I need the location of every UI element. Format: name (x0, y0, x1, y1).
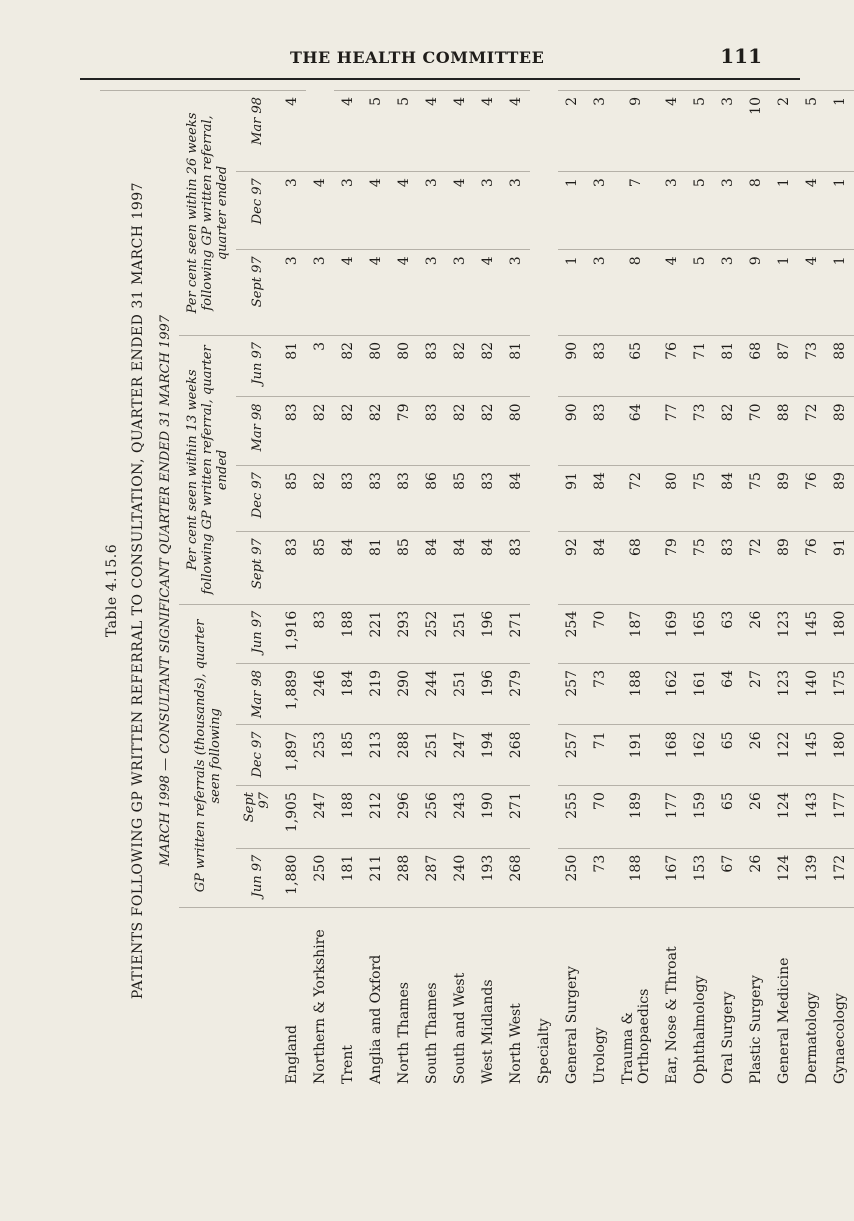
table-cell: 26 (742, 604, 770, 663)
table-row (586, 91, 614, 1091)
table-cell: 187 (614, 604, 658, 663)
table-row (474, 91, 502, 1091)
table-cell: 293 (390, 604, 418, 663)
column-header: Sept 97 (236, 532, 278, 605)
table-cell: 90 (558, 335, 586, 396)
table-cell: 89 (826, 397, 854, 466)
row-label: General Surgery (558, 908, 586, 1091)
table-cell: 82 (714, 397, 742, 466)
table-cell: 73 (586, 664, 614, 725)
table-cell: 3 (586, 250, 614, 336)
table-cell: 247 (306, 786, 334, 849)
table-cell: 145 (798, 604, 826, 663)
table-cell: 296 (390, 786, 418, 849)
table-cell: 63 (714, 604, 742, 663)
table-cell: 288 (390, 725, 418, 786)
table-cell: 1 (558, 250, 586, 336)
row-label: South Thames (418, 908, 446, 1091)
table-cell: 84 (586, 532, 614, 605)
table-cell: 83 (278, 532, 306, 605)
table-cell: 221 (362, 604, 390, 663)
table-cell: 82 (446, 335, 474, 396)
table-cell: 64 (614, 397, 658, 466)
table-cell: 26 (742, 786, 770, 849)
table-cell: 82 (446, 397, 474, 466)
table-cell: 196 (474, 604, 502, 663)
column-header: Dec 97 (236, 725, 278, 786)
table-cell: 76 (798, 466, 826, 532)
column-header: Dec 97 (236, 466, 278, 532)
table-cell: 3 (502, 172, 530, 250)
table-cell: 79 (390, 397, 418, 466)
table-cell: 80 (502, 397, 530, 466)
column-header: Mar 98 (236, 91, 278, 172)
table-cell: 83 (714, 532, 742, 605)
table-cell: 4 (334, 250, 362, 336)
table-cell: 240 (446, 848, 474, 907)
table-row (770, 91, 798, 1091)
row-label: Northern & Yorkshire (306, 908, 334, 1091)
table-cell: 212 (362, 786, 390, 849)
table-cell: 83 (586, 397, 614, 466)
table-cell: 83 (306, 604, 334, 663)
table-cell: 122 (770, 725, 798, 786)
table-cell: 90 (558, 397, 586, 466)
row-label: General Medicine (770, 908, 798, 1091)
table-cell: 65 (714, 725, 742, 786)
table-cell: 75 (686, 466, 714, 532)
page-header (60, 20, 780, 68)
table-cell: 5 (686, 91, 714, 172)
row-label: England (278, 908, 306, 1091)
table-row (530, 91, 558, 1091)
table-cell: 124 (770, 848, 798, 907)
table-cell: 3 (474, 172, 502, 250)
table-cell: 3 (446, 250, 474, 336)
table-cell: 26 (742, 725, 770, 786)
table-row (278, 91, 306, 1091)
table-cell: 76 (658, 335, 686, 396)
table-label: Table 4.15.6 (100, 91, 126, 1091)
table-cell: 3 (714, 91, 742, 172)
table-cell: 82 (306, 397, 334, 466)
table-cell: 167 (658, 848, 686, 907)
column-header: Mar 98 (236, 397, 278, 466)
table-cell: 77 (658, 397, 686, 466)
table-cell: 287 (418, 848, 446, 907)
table-cell: 84 (446, 532, 474, 605)
table-cell: 3 (278, 250, 306, 336)
table-cell: 5 (362, 91, 390, 172)
table-cell: 72 (742, 532, 770, 605)
table-cell: 73 (798, 335, 826, 396)
running-title: THE HEALTH COMMITTEE (290, 48, 545, 67)
table-cell: 244 (418, 664, 446, 725)
table-cell: 139 (798, 848, 826, 907)
table-cell: 255 (558, 786, 586, 849)
table-row (614, 91, 658, 1091)
table-cell: 89 (770, 532, 798, 605)
table-cell: 4 (446, 91, 474, 172)
table-cell: 68 (614, 532, 658, 605)
row-label: Dermatology (798, 908, 826, 1091)
row-label: North Thames (390, 908, 418, 1091)
table-cell: 85 (446, 466, 474, 532)
table-subtitle: MARCH 1998 — CONSULTANT SIGNIFICANT QUARTER ENDED 31 MARCH 1997 (152, 91, 179, 1091)
table-cell: 76 (798, 532, 826, 605)
row-label: Trauma & Orthopaedics (614, 908, 658, 1091)
table-cell: 1,897 (278, 725, 306, 786)
table-cell: 181 (334, 848, 362, 907)
table-cell: 271 (502, 786, 530, 849)
table-cell: 162 (686, 725, 714, 786)
table-row (306, 91, 334, 1091)
table-cell: 2 (770, 91, 798, 172)
table-cell: 3 (418, 172, 446, 250)
table-cell: 85 (306, 532, 334, 605)
column-header: Dec 97 (236, 172, 278, 250)
row-label: North West (502, 908, 530, 1091)
table-cell: 251 (446, 604, 474, 663)
table-cell: 3 (586, 172, 614, 250)
table-cell: 268 (502, 725, 530, 786)
table-row (798, 91, 826, 1091)
table-cell: 83 (502, 532, 530, 605)
table-cell: 82 (362, 397, 390, 466)
column-header: Jun 97 (236, 335, 278, 396)
table-cell: 257 (558, 725, 586, 786)
table-cell: 161 (686, 664, 714, 725)
row-label: Specialty (530, 908, 558, 1091)
table-cell: 72 (614, 466, 658, 532)
table-cell: 194 (474, 725, 502, 786)
table-cell: 82 (474, 397, 502, 466)
data-table (100, 90, 854, 1090)
table-cell: 5 (686, 172, 714, 250)
table-cell: 86 (418, 466, 446, 532)
table-cell: 1,905 (278, 786, 306, 849)
rotated-table (100, 90, 848, 1090)
row-label: Anglia and Oxford (362, 908, 390, 1091)
column-header: Sept 97 (236, 250, 278, 336)
table-cell: 80 (362, 335, 390, 396)
table-cell: 1 (826, 172, 854, 250)
table-cell: 251 (418, 725, 446, 786)
table-cell: 4 (362, 250, 390, 336)
table-cell: 88 (826, 335, 854, 396)
row-label: Oral Surgery (714, 908, 742, 1091)
table-cell: 253 (306, 725, 334, 786)
table-cell: 3 (714, 250, 742, 336)
table-cell: 3 (334, 172, 362, 250)
table-header-row (236, 91, 278, 1091)
table-cell: 9 (614, 91, 658, 172)
table-cell: 247 (446, 725, 474, 786)
table-title: PATIENTS FOLLOWING GP WRITTEN REFERRAL TO CONSULTATION, QUARTER ENDED 31 MARCH 1997 (126, 91, 152, 1091)
table-cell: 2 (558, 91, 586, 172)
table-cell: 1,889 (278, 664, 306, 725)
table-cell: 3 (658, 172, 686, 250)
table-cell: 193 (474, 848, 502, 907)
table-cell: 3 (502, 250, 530, 336)
table-row (686, 91, 714, 1091)
row-label: Plastic Surgery (742, 908, 770, 1091)
table-cell: 82 (334, 335, 362, 396)
table-cell: 165 (686, 604, 714, 663)
table-cell: 1 (770, 250, 798, 336)
table-cell: 1 (826, 91, 854, 172)
table-cell: 123 (770, 664, 798, 725)
table-cell: 279 (502, 664, 530, 725)
table-cell: 84 (418, 532, 446, 605)
row-label: West Midlands (474, 908, 502, 1091)
table-cell: 4 (306, 172, 334, 250)
table-cell: 153 (686, 848, 714, 907)
table-cell: 4 (446, 172, 474, 250)
table-cell: 82 (306, 466, 334, 532)
table-cell: 250 (558, 848, 586, 907)
table-cell: 82 (474, 335, 502, 396)
table-cell: 175 (826, 664, 854, 725)
row-label: Ophthalmology (686, 908, 714, 1091)
row-label: Gynaecology (826, 908, 854, 1091)
table-cell: 7 (614, 172, 658, 250)
table-cell: 71 (686, 335, 714, 396)
table-cell: 4 (474, 250, 502, 336)
table-cell: 84 (334, 532, 362, 605)
table-row (418, 91, 446, 1091)
row-label: Trent (334, 908, 362, 1091)
table-cell: 159 (686, 786, 714, 849)
table-cell: 65 (614, 335, 658, 396)
table-cell: 73 (686, 397, 714, 466)
header-rule (80, 78, 800, 80)
column-header (236, 908, 278, 1091)
table-cell: 1 (558, 172, 586, 250)
table-cell: 4 (658, 91, 686, 172)
table-cell: 168 (658, 725, 686, 786)
table-cell: 188 (334, 786, 362, 849)
table-cell: 84 (714, 466, 742, 532)
table-cell: 4 (390, 250, 418, 336)
table-cell: 80 (658, 466, 686, 532)
table-row (334, 91, 362, 1091)
table-cell: 3 (586, 91, 614, 172)
table-cell: 1,916 (278, 604, 306, 663)
table-cell: 250 (306, 848, 334, 907)
table-cell: 4 (278, 91, 306, 172)
table-cell: 65 (714, 786, 742, 849)
table-cell: 196 (474, 664, 502, 725)
table-cell: 64 (714, 664, 742, 725)
table-cell: 1 (770, 172, 798, 250)
table-cell: 3 (418, 250, 446, 336)
table-cell: 81 (278, 335, 306, 396)
table-cell: 84 (502, 466, 530, 532)
table-cell: 188 (614, 664, 658, 725)
table-cell: 243 (446, 786, 474, 849)
table-cell: 257 (558, 664, 586, 725)
table-cell: 26 (742, 848, 770, 907)
note-gp: GP written referrals (thousands), quarter seen following (179, 604, 236, 907)
table-cell: 177 (658, 786, 686, 849)
table-cell: 172 (826, 848, 854, 907)
table-cell: 184 (334, 664, 362, 725)
table-cell: 4 (658, 250, 686, 336)
table-cell: 10 (742, 91, 770, 172)
table-cell: 85 (278, 466, 306, 532)
table-cell: 91 (558, 466, 586, 532)
table-cell: 4 (418, 91, 446, 172)
table-cell: 169 (658, 604, 686, 663)
table-cell: 5 (686, 250, 714, 336)
table-cell: 85 (390, 532, 418, 605)
table-cell: 143 (798, 786, 826, 849)
table-cell: 89 (826, 466, 854, 532)
note-13w: Per cent seen within 13 weeks following GP written referral, quarter ended (179, 335, 236, 604)
table-cell: 70 (586, 786, 614, 849)
table-cell: 4 (798, 172, 826, 250)
column-header: Jun 97 (236, 604, 278, 663)
table-cell: 83 (474, 466, 502, 532)
column-header: Jun 97 (236, 848, 278, 907)
table-cell: 89 (770, 466, 798, 532)
table-cell: 3 (306, 250, 334, 336)
table-cell: 188 (614, 848, 658, 907)
table-cell: 81 (714, 335, 742, 396)
table-cell: 75 (742, 466, 770, 532)
table-cell: 246 (306, 664, 334, 725)
table-cell: 219 (362, 664, 390, 725)
table-cell: 27 (742, 664, 770, 725)
row-label: Urology (586, 908, 614, 1091)
table-cell: 83 (334, 466, 362, 532)
table-cell: 256 (418, 786, 446, 849)
table-cell: 87 (770, 335, 798, 396)
table-cell: 211 (362, 848, 390, 907)
table-cell: 92 (558, 532, 586, 605)
table-row (742, 91, 770, 1091)
table-cell: 4 (502, 91, 530, 172)
table-row (714, 91, 742, 1091)
table-cell: 70 (742, 397, 770, 466)
table-cell: 180 (826, 604, 854, 663)
table-cell: 75 (686, 532, 714, 605)
table-cell: 3 (278, 172, 306, 250)
table-cell: 177 (826, 786, 854, 849)
table-cell: 213 (362, 725, 390, 786)
table-cell: 73 (586, 848, 614, 907)
table-cell: 83 (586, 335, 614, 396)
table-cell: 71 (586, 725, 614, 786)
table-cell: 1 (826, 250, 854, 336)
table-cell: 124 (770, 786, 798, 849)
table-cell: 83 (362, 466, 390, 532)
table-cell: 83 (418, 397, 446, 466)
table-cell: 268 (502, 848, 530, 907)
table-cell: 81 (362, 532, 390, 605)
table-cell: 79 (658, 532, 686, 605)
table-cell: 80 (390, 335, 418, 396)
note-26w: Per cent seen within 26 weeks following GP written referral, quarter ended (179, 91, 236, 336)
table-cell: 188 (334, 604, 362, 663)
table-cell: 189 (614, 786, 658, 849)
table-cell: 4 (334, 91, 362, 172)
table-cell: 251 (446, 664, 474, 725)
table-cell: 84 (474, 532, 502, 605)
table-cell: 91 (826, 532, 854, 605)
table-cell: 68 (742, 335, 770, 396)
table-cell: 82 (334, 397, 362, 466)
note-blank (179, 908, 236, 1091)
column-header: Sept 97 (236, 786, 278, 849)
table-cell: 67 (714, 848, 742, 907)
table-row (362, 91, 390, 1091)
table-cell: 185 (334, 725, 362, 786)
table-cell: 3 (306, 335, 334, 396)
table-row (502, 91, 530, 1091)
table-cell: 191 (614, 725, 658, 786)
table-cell: 83 (278, 397, 306, 466)
row-label: Ear, Nose & Throat (658, 908, 686, 1091)
table-cell: 3 (714, 172, 742, 250)
table-row (826, 91, 854, 1091)
table-cell: 8 (742, 172, 770, 250)
column-header: Mar 98 (236, 664, 278, 725)
table-cell: 72 (798, 397, 826, 466)
table-cell: 180 (826, 725, 854, 786)
table-cell: 5 (390, 91, 418, 172)
table-cell: 140 (798, 664, 826, 725)
table-cell: 9 (742, 250, 770, 336)
table-cell: 1,880 (278, 848, 306, 907)
table-cell: 84 (586, 466, 614, 532)
table-cell: 271 (502, 604, 530, 663)
table-cell: 145 (798, 725, 826, 786)
table-cell: 4 (798, 250, 826, 336)
table-cell: 123 (770, 604, 798, 663)
table-cell: 83 (390, 466, 418, 532)
page-number: 111 (720, 44, 762, 68)
table-cell: 83 (418, 335, 446, 396)
table-row (558, 91, 586, 1091)
table-cell: 81 (502, 335, 530, 396)
table-cell: 5 (798, 91, 826, 172)
table-cell: 254 (558, 604, 586, 663)
table-cell: 288 (390, 848, 418, 907)
table-cell: 4 (390, 172, 418, 250)
table-cell: 70 (586, 604, 614, 663)
table-cell: 88 (770, 397, 798, 466)
table-cell: 4 (362, 172, 390, 250)
table-row (446, 91, 474, 1091)
table-cell: 290 (390, 664, 418, 725)
table-cell: 8 (614, 250, 658, 336)
table-row (390, 91, 418, 1091)
table-cell: 190 (474, 786, 502, 849)
table-cell: 162 (658, 664, 686, 725)
row-label: South and West (446, 908, 474, 1091)
table-cell: 252 (418, 604, 446, 663)
table-row (658, 91, 686, 1091)
table-cell: 4 (474, 91, 502, 172)
